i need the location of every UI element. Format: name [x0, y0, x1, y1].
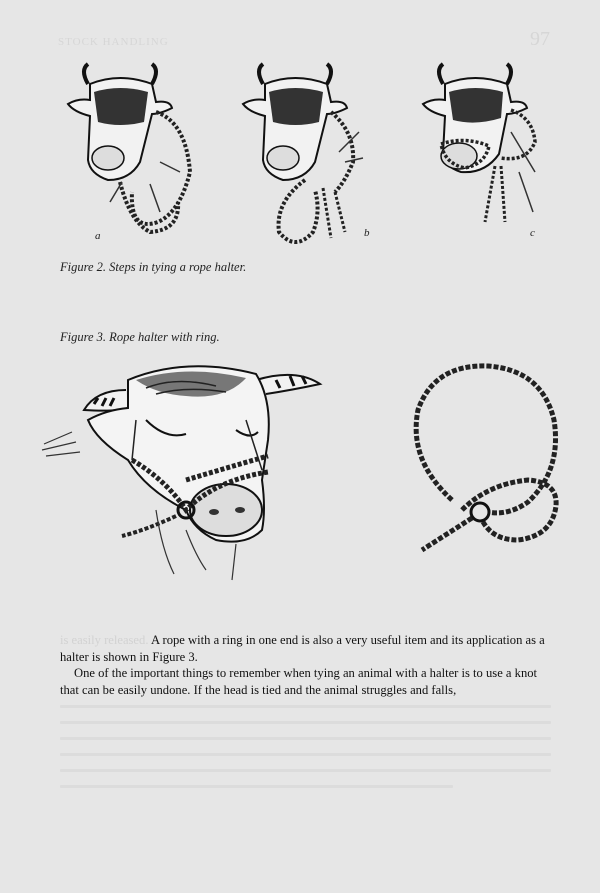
paragraph-2: One of the important things to remember when tying an animal with a halter is to use a knot that can be easily undone. If the head is tied and the animal struggles and falls,	[60, 666, 538, 697]
figure-2-caption: Figure 2. Steps in tying a rope halter.	[60, 260, 247, 274]
figure-2-label-a: a	[95, 230, 101, 242]
cow-head-b-drawing	[243, 64, 363, 242]
figure-3-bull-drawing	[36, 360, 336, 595]
faded-line	[60, 753, 551, 756]
running-head: STOCK HANDLING	[58, 36, 169, 48]
body-text	[60, 632, 551, 698]
paragraph-1-faded-start: is easily released.	[60, 633, 149, 647]
figure-3-caption: Figure 3. Rope halter with ring.	[60, 330, 220, 344]
faded-line	[60, 737, 551, 740]
faded-line	[60, 721, 551, 724]
page-number: 97	[530, 28, 550, 50]
figure-2-label-b: b	[364, 227, 370, 239]
faded-line	[60, 769, 551, 772]
faded-text-block	[60, 705, 551, 801]
figure-2-illustration	[50, 62, 560, 252]
faded-line	[60, 705, 551, 708]
faded-line	[60, 785, 453, 788]
figure-2-label-c: c	[530, 227, 535, 239]
paragraph-1	[60, 632, 551, 665]
figure-3-rope-ring-drawing	[408, 360, 568, 560]
cow-head-c-drawing	[423, 64, 535, 222]
cow-head-a-drawing	[68, 64, 190, 232]
paragraph-1-text: A rope with a ring in one end is also a very useful item and its application as a halter is shown in Figure 3.	[60, 633, 545, 664]
